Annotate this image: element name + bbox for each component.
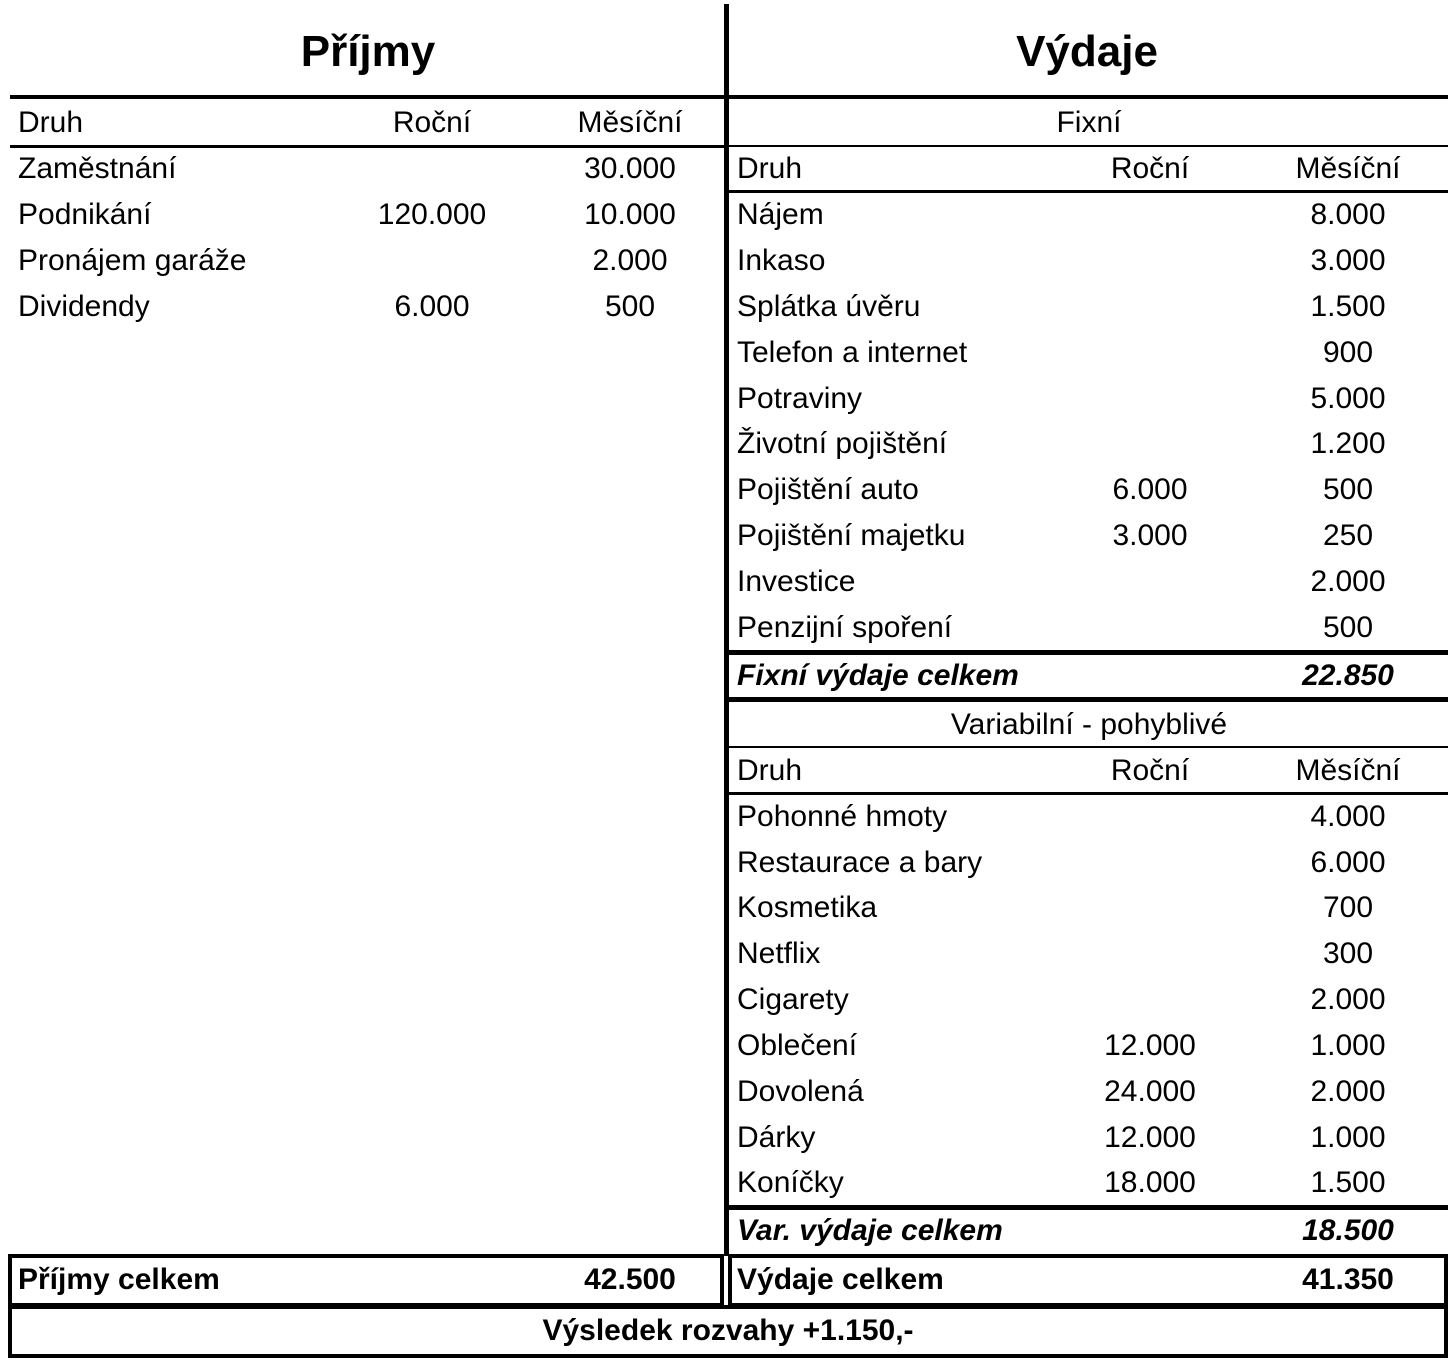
variable-row-monthly: 1.500 bbox=[1310, 1166, 1386, 1199]
variable-row-annual bbox=[1070, 841, 1230, 885]
fixed-row-monthly: 500 bbox=[1322, 473, 1374, 506]
income-row-type: Pronájem garáže bbox=[18, 244, 247, 277]
income-header-type: Druh bbox=[18, 106, 84, 139]
fixed-row-type: Nájem bbox=[737, 198, 824, 231]
variable-row-type: Koníčky bbox=[737, 1166, 844, 1199]
variable-section-label: Variabilní - pohyblivé bbox=[950, 708, 1228, 741]
fixed-row-annual bbox=[1070, 239, 1230, 283]
income-row-monthly: 500 bbox=[604, 290, 656, 323]
variable-total-value: 18.500 bbox=[1302, 1214, 1394, 1247]
variable-row-annual bbox=[1070, 795, 1230, 839]
fixed-section-label: Fixní bbox=[1056, 106, 1122, 139]
income-row-monthly: 30.000 bbox=[584, 152, 676, 185]
fixed-row-type: Pojištění auto bbox=[737, 473, 919, 506]
income-row-monthly: 2.000 bbox=[592, 244, 668, 277]
variable-row-annual: 18.000 bbox=[1104, 1166, 1196, 1199]
income-row-type: Zaměstnání bbox=[18, 152, 177, 185]
variable-row-monthly: 1.000 bbox=[1310, 1029, 1386, 1062]
variable-total-label: Var. výdaje celkem bbox=[737, 1214, 1003, 1247]
income-row-annual bbox=[352, 147, 512, 191]
variable-row-type: Kosmetika bbox=[737, 891, 878, 924]
fixed-row-annual bbox=[1070, 377, 1230, 421]
variable-row-monthly: 6.000 bbox=[1310, 846, 1386, 879]
variable-header-annual: Roční bbox=[1110, 754, 1190, 787]
fixed-row-annual: 3.000 bbox=[1112, 519, 1188, 552]
variable-row-monthly: 1.000 bbox=[1310, 1121, 1386, 1154]
fixed-row-annual bbox=[1070, 331, 1230, 375]
fixed-row-type: Penzijní spoření bbox=[737, 611, 953, 644]
variable-row-type: Oblečení bbox=[737, 1029, 858, 1062]
variable-row-annual bbox=[1070, 886, 1230, 930]
variable-row-type: Cigarety bbox=[737, 983, 849, 1016]
income-row-type: Podnikání bbox=[18, 198, 152, 231]
income-row-type: Dividendy bbox=[18, 290, 150, 323]
fixed-row-type: Potraviny bbox=[737, 382, 863, 415]
fixed-row-monthly: 2.000 bbox=[1310, 565, 1386, 598]
fixed-row-monthly: 8.000 bbox=[1310, 198, 1386, 231]
fixed-row-annual bbox=[1070, 560, 1230, 604]
variable-label-underline bbox=[728, 746, 1448, 748]
income-total-value: 42.500 bbox=[584, 1263, 676, 1296]
expenses-title: Výdaje bbox=[1016, 27, 1158, 76]
fixed-header-annual: Roční bbox=[1110, 152, 1190, 185]
variable-row-annual: 12.000 bbox=[1104, 1121, 1196, 1154]
variable-row-monthly: 4.000 bbox=[1310, 800, 1386, 833]
fixed-total-value: 22.850 bbox=[1302, 659, 1394, 692]
variable-row-annual bbox=[1070, 932, 1230, 976]
variable-row-annual: 12.000 bbox=[1104, 1029, 1196, 1062]
fixed-row-annual bbox=[1070, 422, 1230, 466]
variable-header-monthly: Měsíční bbox=[1295, 754, 1401, 787]
fixed-row-annual bbox=[1070, 285, 1230, 329]
income-header-monthly: Měsíční bbox=[577, 106, 683, 139]
fixed-row-type: Životní pojištění bbox=[737, 427, 948, 460]
variable-row-type: Netflix bbox=[737, 937, 821, 970]
variable-row-type: Restaurace a bary bbox=[737, 846, 983, 879]
income-header-annual: Roční bbox=[392, 106, 472, 139]
fixed-row-monthly: 1.200 bbox=[1310, 427, 1386, 460]
income-row-monthly: 10.000 bbox=[584, 198, 676, 231]
fixed-row-type: Pojištění majetku bbox=[737, 519, 966, 552]
variable-row-annual bbox=[1070, 978, 1230, 1022]
fixed-row-type: Inkaso bbox=[737, 244, 826, 277]
fixed-row-annual bbox=[1070, 606, 1230, 650]
variable-row-monthly: 2.000 bbox=[1310, 983, 1386, 1016]
variable-row-type: Dárky bbox=[737, 1121, 816, 1154]
fixed-row-annual bbox=[1070, 193, 1230, 237]
variable-row-annual: 24.000 bbox=[1104, 1075, 1196, 1108]
fixed-row-monthly: 5.000 bbox=[1310, 382, 1386, 415]
balance-result: Výsledek rozvahy +1.150,- bbox=[542, 1314, 914, 1347]
fixed-header-monthly: Měsíční bbox=[1295, 152, 1401, 185]
fixed-row-monthly: 1.500 bbox=[1310, 290, 1386, 323]
fixed-total-label: Fixní výdaje celkem bbox=[737, 659, 1019, 692]
fixed-row-annual: 6.000 bbox=[1112, 473, 1188, 506]
income-row-annual bbox=[352, 239, 512, 283]
fixed-row-type: Telefon a internet bbox=[737, 336, 968, 369]
income-title: Příjmy bbox=[300, 27, 436, 76]
income-row-annual: 120.000 bbox=[377, 198, 487, 231]
fixed-row-type: Splátka úvěru bbox=[737, 290, 921, 323]
expenses-total-value: 41.350 bbox=[1302, 1263, 1394, 1296]
income-total-label: Příjmy celkem bbox=[18, 1263, 220, 1296]
expenses-total-label: Výdaje celkem bbox=[737, 1263, 944, 1296]
fixed-header-type: Druh bbox=[737, 152, 803, 185]
fixed-row-type: Investice bbox=[737, 565, 856, 598]
fixed-row-monthly: 900 bbox=[1322, 336, 1374, 369]
fixed-total-bottomline bbox=[728, 697, 1448, 702]
fixed-row-monthly: 500 bbox=[1322, 611, 1374, 644]
fixed-row-monthly: 250 bbox=[1322, 519, 1374, 552]
fixed-row-monthly: 3.000 bbox=[1310, 244, 1386, 277]
variable-header-type: Druh bbox=[737, 754, 803, 787]
variable-row-type: Pohonné hmoty bbox=[737, 800, 948, 833]
variable-row-monthly: 700 bbox=[1322, 891, 1374, 924]
variable-row-type: Dovolená bbox=[737, 1075, 864, 1108]
variable-row-monthly: 300 bbox=[1322, 937, 1374, 970]
income-row-annual: 6.000 bbox=[394, 290, 470, 323]
variable-row-monthly: 2.000 bbox=[1310, 1075, 1386, 1108]
title-underline bbox=[10, 95, 1448, 99]
